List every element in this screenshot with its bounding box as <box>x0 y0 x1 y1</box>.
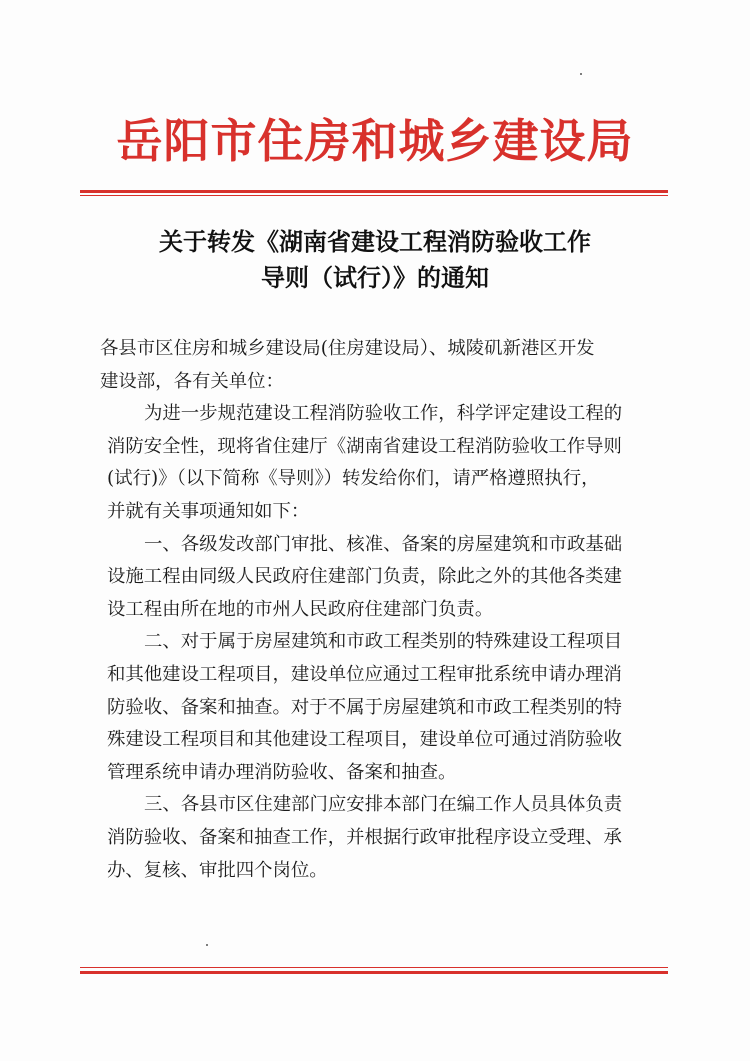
body-paragraph-line: 并就有关事项通知如下： <box>107 500 310 522</box>
body-paragraph-line: 二、对于属于房屋建筑和市政工程类别的特殊建设工程项目 <box>144 631 623 653</box>
body-paragraph-line: 消防安全性，现将省住建厅《湖南省建设工程消防验收工作导则 <box>107 435 622 457</box>
document-body <box>100 333 667 887</box>
scan-speck <box>206 944 208 946</box>
letterhead-red-rule-thin <box>80 195 668 196</box>
body-paragraph-line: 消防验收、备案和抽查工作，并根据行政审批程序设立受理、承 <box>107 826 622 848</box>
footer-red-rule <box>80 971 668 974</box>
body-paragraph-line: 一、各级发改部门审批、核准、备案的房屋建筑和市政基础 <box>144 533 623 555</box>
body-paragraph-line: 为进一步规范建设工程消防验收工作，科学评定建设工程的 <box>144 403 623 425</box>
document-title-line-2: 导则（试行）》的通知 <box>261 263 489 292</box>
body-paragraph-line: 办、复核、审批四个岗位。 <box>107 859 328 881</box>
scan-speck <box>580 73 582 75</box>
body-paragraph-line: (试行)》（以下简称《导则》）转发给你们，请严格遵照执行， <box>107 468 600 490</box>
body-paragraph-line: 三、各县市区住建部门应安排本部门在编工作人员具体负责 <box>144 794 623 816</box>
agency-letterhead: 岳阳市住房和城乡建设局 <box>116 114 634 168</box>
body-paragraph-line: 设工程由所在地的市州人民政府住建部门负责。 <box>107 598 494 620</box>
body-paragraph-line: 殊建设工程项目和其他建设工程项目，建设单位可通过消防验收 <box>107 729 622 751</box>
letterhead-red-rule <box>80 190 668 193</box>
body-paragraph-line: 管理系统申请办理消防验收、备案和抽查。 <box>107 761 457 783</box>
addressee-line: 建设部，各有关单位： <box>100 370 284 392</box>
footer-red-rule-thin <box>80 967 668 968</box>
body-paragraph-line: 设施工程由同级人民政府住建部门负责，除此之外的其他各类建 <box>107 566 622 588</box>
body-paragraph-line: 和其他建设工程项目，建设单位应通过工程审批系统申请办理消 <box>107 663 622 685</box>
addressee-line: 各县市区住房和城乡建设局(住房建设局）、城陵矶新港区开发 <box>100 338 595 359</box>
document-title-line-1: 关于转发《湖南省建设工程消防验收工作 <box>159 227 591 256</box>
body-paragraph-line: 防验收、备案和抽查。对于不属于房屋建筑和市政工程类别的特 <box>107 696 622 718</box>
